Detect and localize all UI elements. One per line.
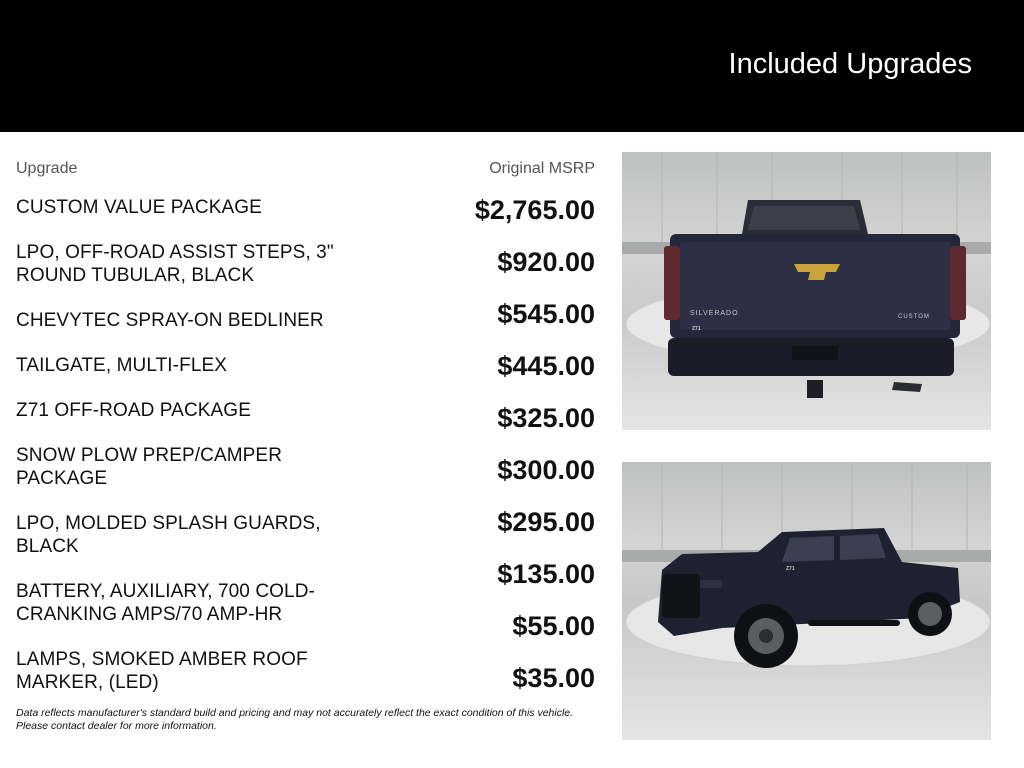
- price-value: $2,765.00: [474, 195, 595, 225]
- upgrade-item: LPO, MOLDED SPLASH GUARDS, BLACK: [16, 513, 321, 557]
- truck-front-illustration: [622, 462, 991, 740]
- upgrade-column-header: Upgrade: [16, 160, 78, 177]
- upgrade-item: TAILGATE, MULTI-FLEX: [16, 355, 228, 376]
- price-value: $300.00: [497, 455, 595, 485]
- upgrade-item: BATTERY, AUXILIARY, 700 COLD-CRANKING AMPS/70 AMP-HR: [16, 581, 315, 625]
- z71-rear-badge: Z71: [692, 326, 701, 332]
- truck-rear-photo: [622, 152, 991, 430]
- disclaimer-text: Data reflects manufacturer's standard build and pricing and may not accurately reflect the exact condition of this vehicle. Please contact dealer for more information.: [16, 707, 574, 732]
- price-value: $545.00: [497, 299, 595, 329]
- upgrade-item: LAMPS, SMOKED AMBER ROOF MARKER, (LED): [16, 649, 308, 693]
- header-bar: [0, 0, 1024, 132]
- z71-door-badge: Z71: [786, 566, 795, 572]
- truck-front-photo: [622, 462, 991, 740]
- price-list: [395, 192, 595, 712]
- price-value: $295.00: [497, 507, 595, 537]
- truck-rear-illustration: [622, 152, 991, 430]
- upgrade-item: SNOW PLOW PREP/CAMPER PACKAGE: [16, 445, 283, 489]
- upgrade-item: CUSTOM VALUE PACKAGE: [16, 197, 262, 218]
- upgrade-item: Z71 OFF-ROAD PACKAGE: [16, 400, 251, 421]
- upgrade-list: [16, 196, 366, 716]
- price-value: $325.00: [497, 403, 595, 433]
- upgrade-item: CHEVYTEC SPRAY-ON BEDLINER: [16, 310, 324, 331]
- msrp-column-header: Original MSRP: [489, 160, 595, 177]
- price-value: $135.00: [497, 559, 595, 589]
- silverado-badge: SILVERADO: [690, 310, 739, 317]
- price-value: $55.00: [512, 611, 595, 641]
- price-value: $920.00: [497, 247, 595, 277]
- price-value: $35.00: [512, 663, 595, 693]
- page-title: Included Upgrades: [728, 48, 972, 80]
- custom-badge: CUSTOM: [898, 314, 930, 320]
- price-value: $445.00: [497, 351, 595, 381]
- upgrade-item: LPO, OFF-ROAD ASSIST STEPS, 3" ROUND TUBULAR, BLACK: [16, 242, 334, 286]
